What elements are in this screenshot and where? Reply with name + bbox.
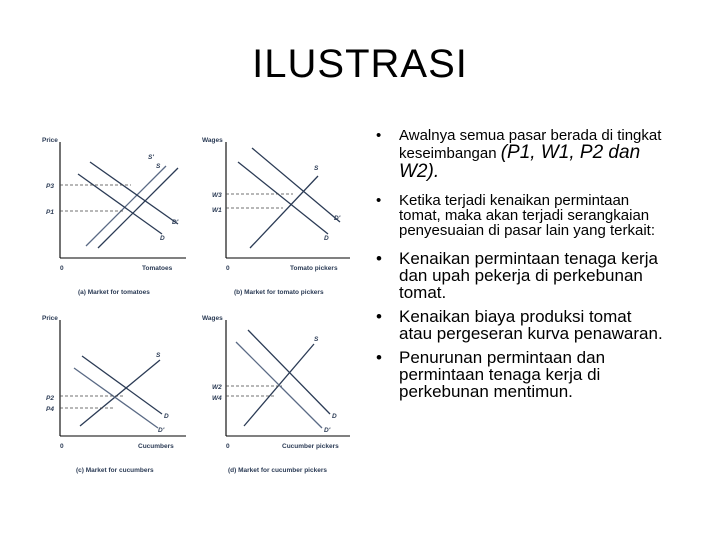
- bullet-item: [366, 250, 666, 301]
- panel-b-x-label: Tomato pickers: [290, 265, 338, 272]
- panel-cucumber-pickers: [202, 315, 350, 474]
- panel-d-demand-label-1: D: [332, 413, 337, 420]
- panel-d-x-label: Cucumber pickers: [282, 443, 339, 450]
- bullet-item: [366, 193, 666, 238]
- panel-tomato-pickers: [202, 137, 350, 296]
- bullet-text: Ketika terjadi kenaikan permintaan tomat, maka akan terjadi serangkaian penyesuaian di pasar lain yang terkait:: [399, 192, 655, 239]
- panel-c-supply: [80, 360, 160, 426]
- market-diagrams-svg: [38, 128, 358, 480]
- panel-tomatoes: [42, 137, 186, 296]
- panel-c-demand: [82, 356, 162, 414]
- panel-a-caption: (a) Market for tomatoes: [78, 289, 150, 296]
- panel-c-x-label: Cucumbers: [138, 443, 174, 450]
- panel-a-supply-label-1: S': [148, 154, 154, 161]
- panel-a-level-1: P3: [46, 183, 54, 190]
- panel-b-demand-label-2: D: [324, 235, 329, 242]
- panel-c-supply-label: S: [156, 352, 161, 359]
- panel-d-demand-new: [236, 342, 322, 428]
- panel-b-level-1: W3: [212, 192, 222, 199]
- panel-a-demand-label-2: D: [160, 235, 165, 242]
- panel-c-level-2: P4: [46, 406, 54, 413]
- panel-c-origin: 0: [60, 443, 64, 450]
- panel-d-demand-label-2: D': [324, 427, 331, 434]
- panel-b-caption: (b) Market for tomato pickers: [234, 289, 324, 296]
- panel-a-y-label: Price: [42, 137, 58, 144]
- panel-c-level-1: P2: [46, 395, 54, 402]
- panel-d-level-2: W4: [212, 395, 222, 402]
- panel-a-supply-new: [86, 166, 166, 246]
- page-title: ILUSTRASI: [252, 42, 468, 86]
- panel-a-origin: 0: [60, 265, 64, 272]
- panel-c-demand-label-2: D': [158, 427, 165, 434]
- bullet-item: [366, 128, 666, 181]
- panel-a-demand-label-1: D': [172, 219, 179, 226]
- panel-c-demand-new: [74, 368, 158, 428]
- panel-b-level-2: W1: [212, 207, 222, 214]
- panel-c-caption: (c) Market for cucumbers: [76, 467, 154, 474]
- panel-b-supply-label: S: [314, 165, 319, 172]
- bullet-text: Awalnya semua pasar berada di tingkat keseimbangan: [399, 127, 662, 162]
- panel-b-supply: [250, 176, 318, 248]
- bullet-item: [366, 308, 666, 342]
- bullet-list: [366, 128, 666, 407]
- panel-a-level-2: P1: [46, 209, 54, 216]
- panel-d-caption: (d) Market for cucumber pickers: [228, 467, 327, 474]
- bullet-item: [366, 349, 666, 400]
- panel-cucumbers: [42, 315, 186, 474]
- panel-d-y-label: Wages: [202, 315, 223, 322]
- bullet-symbols: (P1, W1, P2 dan W2).: [399, 142, 641, 182]
- bullet-text: Kenaikan biaya produksi tomat atau pergeseran kurva penawaran.: [399, 307, 663, 343]
- panel-c-demand-label-1: D: [164, 413, 169, 420]
- bullet-text: Penurunan permintaan dan permintaan tenaga kerja di perkebunan mentimun.: [399, 348, 606, 401]
- bullet-text: Kenaikan permintaan tenaga kerja dan upah pekerja di perkebunan tomat.: [399, 249, 658, 302]
- panel-b-demand-new: [252, 148, 340, 222]
- panel-a-supply-label-2: S: [156, 163, 161, 170]
- panel-b-demand-label-1: D': [334, 215, 341, 222]
- panel-d-supply-label: S: [314, 336, 319, 343]
- panel-b-demand: [238, 162, 328, 234]
- market-diagrams: [38, 128, 358, 480]
- panel-c-y-label: Price: [42, 315, 58, 322]
- panel-d-origin: 0: [226, 443, 230, 450]
- panel-a-x-label: Tomatoes: [142, 265, 173, 272]
- panel-d-level-1: W2: [212, 384, 222, 391]
- panel-b-y-label: Wages: [202, 137, 223, 144]
- panel-a-supply: [98, 168, 178, 248]
- panel-b-origin: 0: [226, 265, 230, 272]
